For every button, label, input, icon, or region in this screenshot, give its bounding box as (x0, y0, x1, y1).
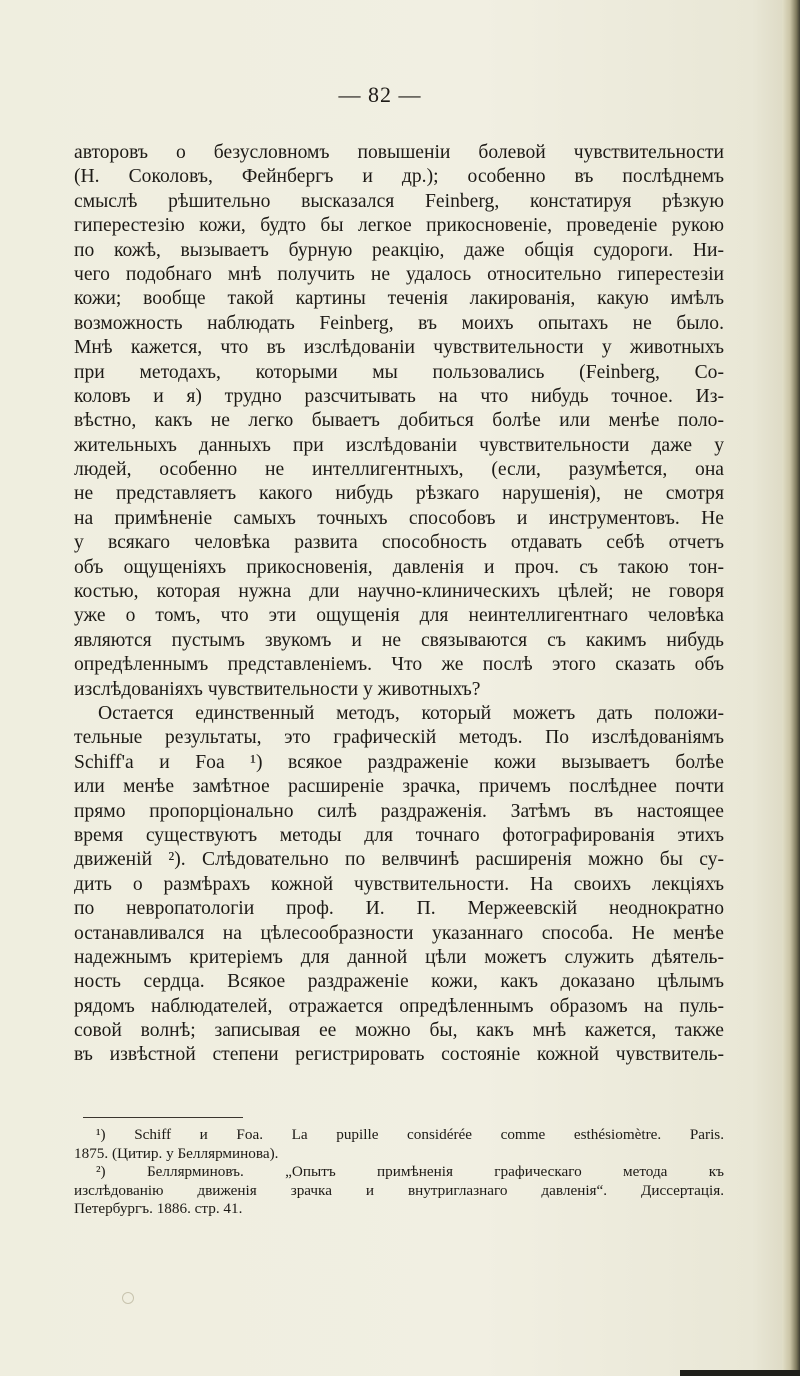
text-line: ность сердца. Всякое раздраженіе кожи, какъ доказано цѣлымъ (74, 971, 724, 993)
text-line: жительныхъ данныхъ при изслѣдованіи чувствительности даже у (74, 434, 724, 456)
text-line: смыслѣ рѣшительно высказался Feinberg, констатируя рѣзкую (74, 190, 724, 212)
text-line: объ ощущеніяхъ прикосновенія, давленія и проч. съ такою тон- (74, 556, 724, 578)
footnote-line: Петербургъ. 1886. стр. 41. (74, 1200, 243, 1218)
text-line: у всякаго человѣка развита способность отдавать себѣ отчетъ (74, 532, 724, 554)
text-line: вѣстно, какъ не легко бываетъ добиться болѣе или менѣе поло- (74, 410, 724, 432)
text-line: являются пустымъ звукомъ и не связываются съ какимъ нибудь (74, 629, 724, 651)
text-line: опредѣленнымъ представленіемъ. Что же послѣ этого сказать объ (74, 654, 724, 676)
text-line: (Н. Соколовъ, Фейнбергъ и др.); особенно въ послѣднемъ (74, 166, 724, 188)
text-line: останавливался на цѣлесообразности указаннаго способа. Не менѣе (74, 922, 724, 944)
text-line: рядомъ наблюдателей, отражается опредѣленнымъ образомъ на пуль- (74, 995, 724, 1017)
page-number: — 82 — (338, 82, 422, 107)
text-line: уже о томъ, что эти ощущенія для неинтеллигентнаго человѣка (74, 605, 724, 627)
text-line: возможность наблюдать Feinberg, въ моихъ опытахъ не было. (74, 312, 724, 334)
text-line: изслѣдованіяхъ чувствительности у животныхъ? (74, 678, 481, 700)
footnotes (74, 1126, 724, 1219)
text-line: Мнѣ кажется, что въ изслѣдованіи чувствительности у животныхъ (74, 337, 724, 359)
text-line: костью, которая нужна дли научно-клиническихъ цѣлей; не говоря (74, 581, 724, 603)
text-line: надежнымъ критеріемъ для данной цѣли можетъ служить дѣятель- (74, 946, 724, 968)
text-line: кожи; вообще такой картины теченія лакированія, какую имѣлъ (74, 288, 724, 310)
body-text (74, 141, 724, 1068)
text-line: движеній ²). Слѣдовательно по велвчинѣ расширенія можно бы су- (74, 849, 724, 871)
text-line: тельные результаты, это графическій методъ. По изслѣдованіямъ (74, 727, 724, 749)
text-line: не представляетъ какого нибудь рѣзкаго нарушенія), не смотря (74, 483, 724, 505)
paper-spot (122, 1292, 134, 1304)
text-line: время существуютъ методы для точнаго фотографированія этихъ (74, 824, 724, 846)
footnote-line: изслѣдованію движенія зрачка и внутриглазнаго давленія“. Диссертація. (74, 1181, 724, 1199)
footnote-divider (83, 1117, 243, 1118)
page-corner-shadow (680, 1370, 800, 1376)
text-line: коловъ и я) трудно разсчитывать на что нибудь точное. Из- (74, 385, 724, 407)
footnote-line: 1875. (Цитир. у Беллярминова). (74, 1144, 279, 1162)
text-line: или менѣе замѣтное расширеніе зрачка, причемъ послѣднее почти (74, 776, 724, 798)
text-line: по невропатологіи проф. И. П. Мержеевскій неоднократно (74, 898, 724, 920)
footnote-line: ¹) Schiff и Foa. La pupille considérée comme esthésiomètre. Paris. (96, 1126, 724, 1143)
text-line: Остается единственный методъ, который можетъ дать положи- (98, 702, 724, 724)
text-line: гиперестезію кожи, будто бы легкое прикосновеніе, проведеніе рукою (74, 215, 724, 237)
page-edge-shadow (782, 0, 800, 1376)
text-line: совой волнѣ; записывая ее можно бы, какъ мнѣ кажется, также (74, 1020, 724, 1042)
text-line: въ извѣстной степени регистрировать состояніе кожной чувствитель- (74, 1044, 724, 1066)
text-line: дить о размѣрахъ кожной чувствительности. На своихъ лекціяхъ (74, 873, 724, 895)
text-line: на примѣненіе самыхъ точныхъ способовъ и инструментовъ. Не (74, 507, 724, 529)
text-line: при методахъ, которыми мы пользовались (Feinberg, Со- (74, 361, 724, 383)
text-line: прямо пропорціонально силѣ раздраженія. Затѣмъ въ настоящее (74, 800, 724, 822)
text-line: людей, особенно не интеллигентныхъ, (если, разумѣется, она (74, 459, 724, 481)
text-line: авторовъ о безусловномъ повышеніи болевой чувствительности (74, 142, 724, 163)
text-line: Schiff'а и Foa ¹) всякое раздраженіе кожи вызываетъ болѣе (74, 751, 724, 773)
text-line: по кожѣ, вызываетъ бурную реакцію, даже общія судороги. Ни- (74, 239, 724, 261)
text-line: чего подобнаго мнѣ получить не удалось относительно гиперестезіи (74, 263, 724, 285)
footnote-line: ²) Беллярминовъ. „Опытъ примѣненія графическаго метода къ (96, 1163, 724, 1181)
